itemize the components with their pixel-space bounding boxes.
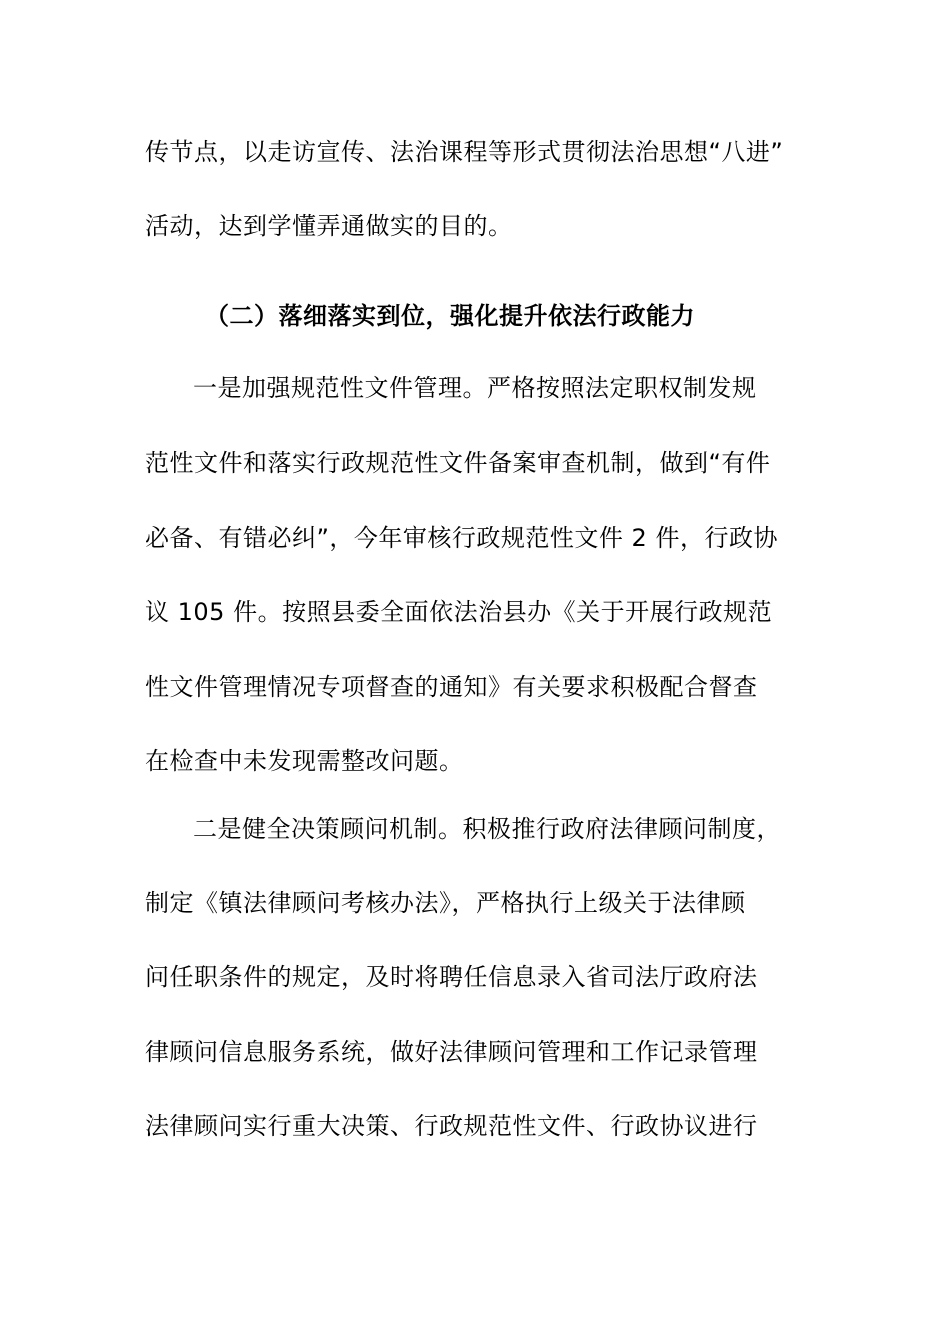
paragraph-line: 议 105 件。按照县委全面依法治县办《关于开展行政规范 [145, 598, 773, 626]
paragraph-line: 问任职条件的规定，及时将聘任信息录入省司法厅政府法 [145, 963, 758, 991]
paragraph-line: 范性文件和落实行政规范性文件备案审查机制，做到“有件 [145, 449, 771, 477]
section-heading: （二）落细落实到位，强化提升依法行政能力 [205, 302, 695, 330]
paragraph-line: 二是健全决策顾问机制。积极推行政府法律顾问制度， [193, 815, 781, 843]
paragraph-line: 律顾问信息服务系统，做好法律顾问管理和工作记录管理 [145, 1038, 758, 1066]
paragraph-line: 性文件管理情况专项督查的通知》有关要求积极配合督查 [145, 673, 758, 701]
paragraph-line: 传节点，以走访宣传、法治课程等形式贯彻法治思想“八进” [145, 138, 784, 166]
paragraph-line: 法律顾问实行重大决策、行政规范性文件、行政协议进行 [145, 1112, 758, 1140]
paragraph-line: 一是加强规范性文件管理。严格按照法定职权制发规 [193, 374, 757, 402]
paragraph-line: 制定《镇法律顾问考核办法》，严格执行上级关于法律顾 [145, 889, 746, 917]
paragraph-line: 必备、有错必纠”，今年审核行政规范性文件 2 件，行政协 [145, 524, 778, 552]
paragraph-line: 在检查中未发现需整改问题。 [145, 747, 464, 775]
paragraph-line: 活动，达到学懂弄通做实的目的。 [145, 212, 513, 240]
